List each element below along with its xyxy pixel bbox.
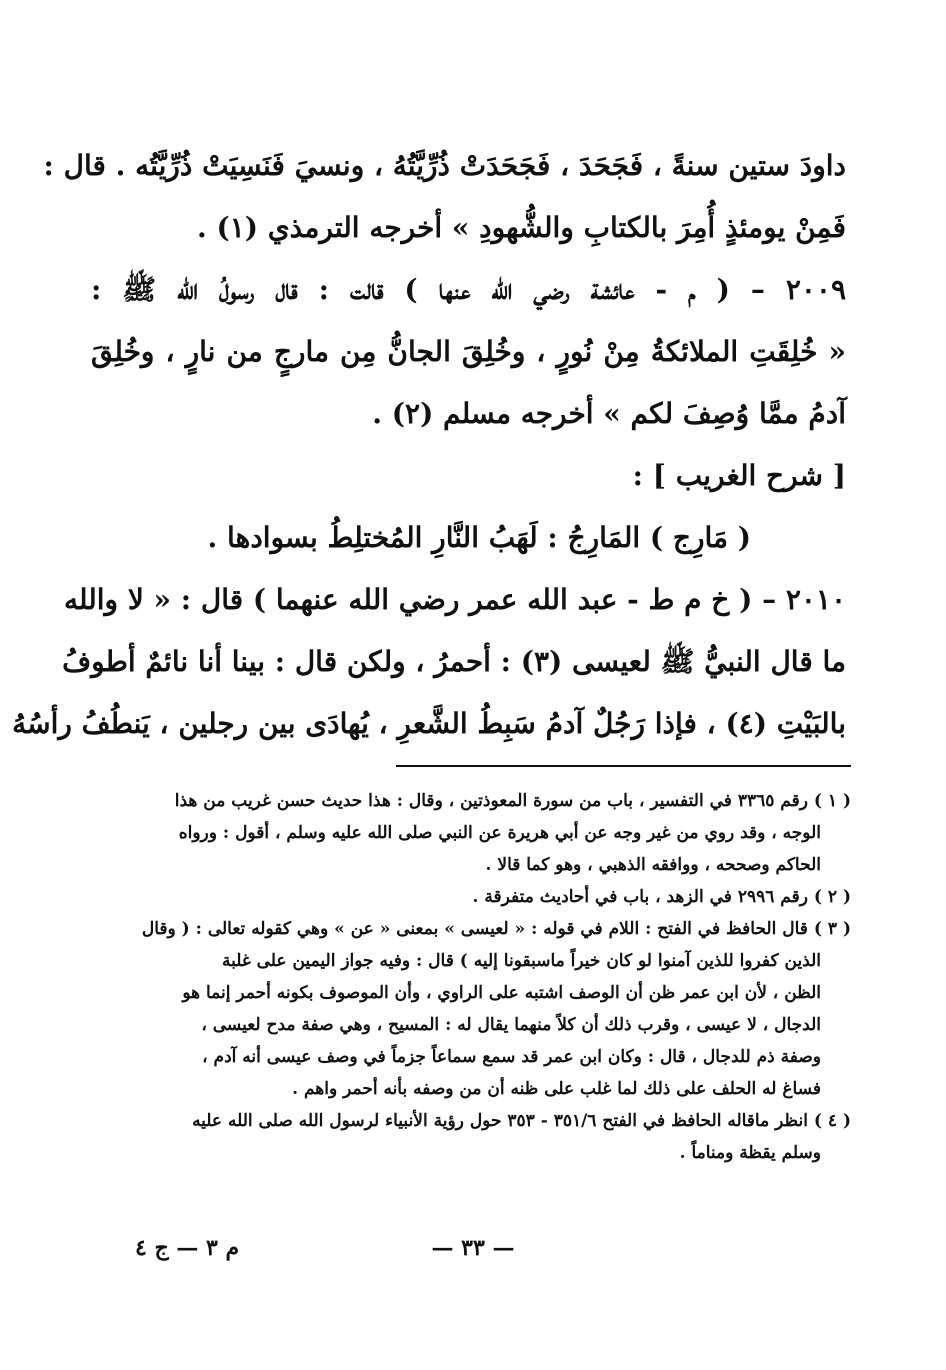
page-number: — ٣٣ — [431,1235,515,1261]
hadith-2010-heading: ٢٠١٠ – ( خ م ط - عبد الله عمر رضي الله عنهما ) قال : « لا والله [63,583,846,616]
hadith-2009-heading: ٢٠٠٩ – ( م - عائشة رضي الله عنها ) قالت : قال رسولُ الله ﷺ : [91,273,846,306]
footnote-text: الحاكم وصححه ، ووافقه الذهبي ، وهو كما قالا . [485,855,821,875]
footnote-text: الذين كفروا للذين آمنوا لو كان خيراً ماسبقونا إليه ) قال : وفيه جواز اليمين على غلبة [221,951,821,971]
footnote-1 [96,785,851,881]
gharib-heading: [ شرح الغريب ] : [632,459,846,492]
text-line-1: داودَ ستين سنةً ، فَجَحَدَ ، فَجَحَدَتْ ذُرِّيَّتُهُ ، ونسيَ فَنَسِيَتْ ذُرِّيَّتُه . قال : [43,149,846,182]
footnote-text: رقم ٣٣٦٥ في التفسير ، باب من سورة المعوذتين ، وقال : هذا حديث حسن غريب من هذا [174,791,808,811]
footnote-text: الوجه ، وقد روي من غير وجه عن أبي هريرة عن النبي صلى الله عليه وسلم ، أقول : ورواه [178,823,821,843]
footnote-4 [96,1105,851,1169]
footnotes [96,785,851,1169]
text-line-9: ما قال النبيُّ ﷺ لعيسى (٣) : أحمرُ ، ولكن قال : بينا أنا نائمٌ أطوفُ [62,645,846,678]
gharib-explanation: ( مَارِج ) المَارِجُ : لَهَبُ النَّارِ المُختلِطُ بسوادها . [207,521,751,554]
footnote-text: رقم ٢٩٩٦ في الزهد ، باب في أحاديث متفرقة . [472,887,808,907]
footnote-text: الدجال ، لا عيسى ، وقرب ذلك أن كلاً منهما يقال له : المسيح ، وهي صفة مدح لعيسى ، [201,1015,821,1035]
footnote-number: ( ١ ) [813,791,851,811]
footnote-text: وصفة ذم للدجال ، قال : وكان ابن عمر قد سمع سماعاً جزماً في وصف عيسى أنه آدم ، [202,1047,821,1067]
footnote-number: ( ٣ ) [813,919,851,939]
main-text [12,135,846,755]
signature-mark: م ٣ — ج ٤ [135,1235,240,1261]
footnote-number: ( ٤ ) [813,1111,851,1131]
footnote-text: الظن ، لأن ابن عمر ظن أن الوصف اشتبه على الراوي ، وأن الموصوف بكونه أحمر إنما هو [182,983,821,1003]
text-line-2: فَمِنْ يومئذٍ أُمِرَ بالكتابِ والشُّهودِ » أخرجه الترمذي (١) . [196,211,846,244]
footnote-number: ( ٢ ) [813,887,851,907]
footnote-text: انظر ماقاله الحافظ في الفتح ٣٥١/٦ - ٣٥٣ حول رؤية الأنبياء لرسول الله صلى الله عليه [192,1111,808,1131]
footnote-text: فساغ له الحلف على ذلك لما غلب على ظنه أن من وصفه بأنه أحمر واهم . [292,1079,821,1099]
text-line-5: آدمُ ممَّا وُصِفَ لكم » أخرجه مسلم (٢) . [372,397,846,430]
text-line-4: « خُلِقَتِ الملائكةُ مِنْ نُورٍ ، وخُلِقَ الجانُّ مِن مارجٍ من نارٍ ، وخُلِقَ [91,335,846,368]
footnote-text: وسلم يقظة ومناماً . [679,1143,821,1163]
footnote-text: قال الحافظ في الفتح : اللام في قوله : « لعيسى » بمعنى « عن » وهي كقوله تعالى : ( وقال [141,919,808,939]
text-line-10: بالبَيْتِ (٤) ، فإذا رَجُلٌ آدمُ سَبِطُ الشَّعرِ ، يُهادَى بين رجلين ، يَنطُفُ رأسُهُ [12,707,846,740]
footnote-divider [396,765,851,767]
footnote-3 [96,913,851,1105]
footnote-2 [96,881,851,913]
